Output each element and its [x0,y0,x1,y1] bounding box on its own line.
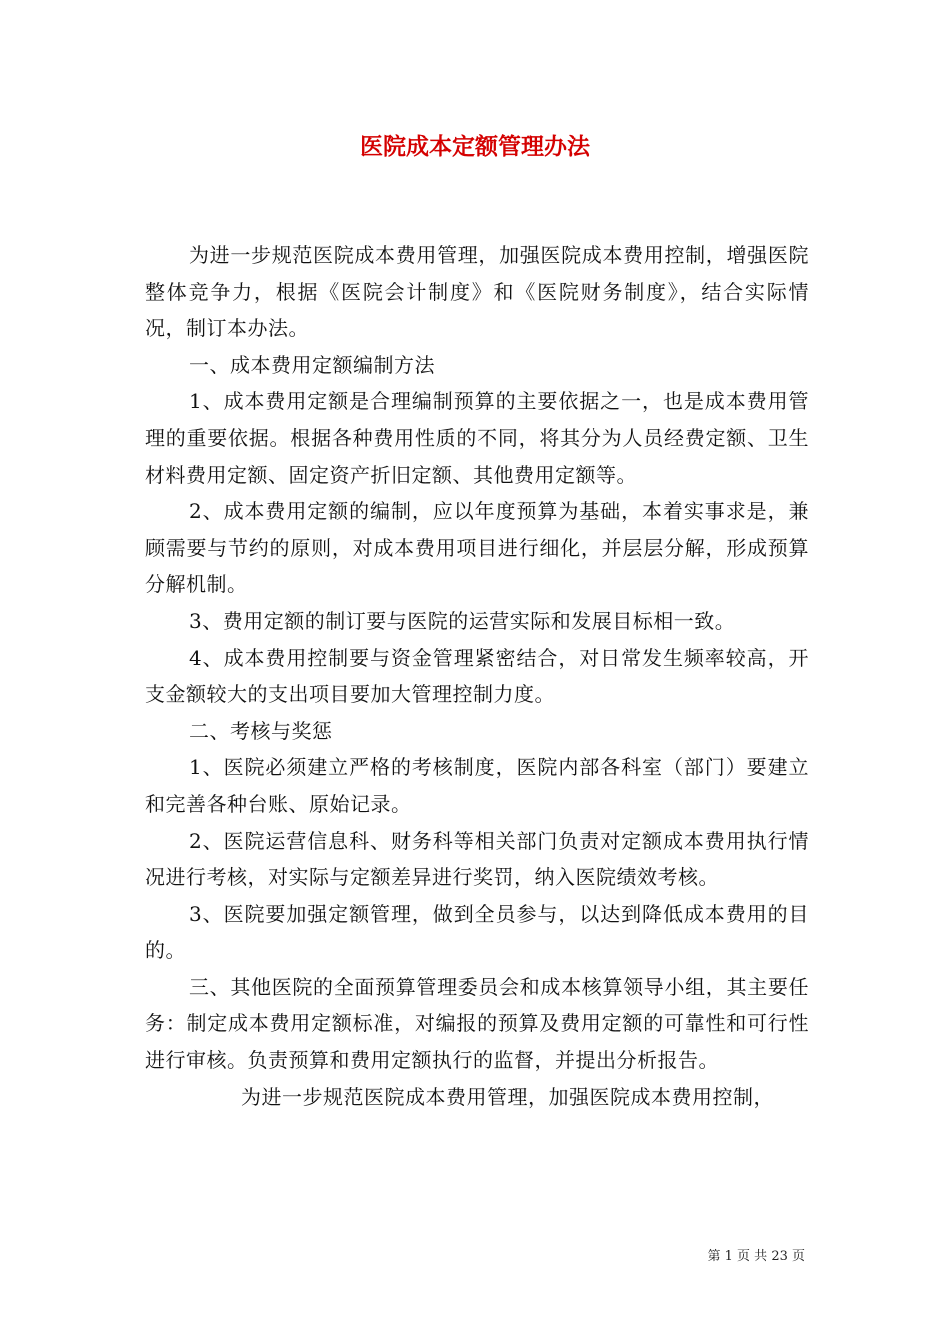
section-2-item-2: 2、医院运营信息科、财务科等相关部门负责对定额成本费用执行情况进行考核，对实际与定额差异进行奖罚，纳入医院绩效考核。 [145,828,809,890]
section-2-item-3: 3、医院要加强定额管理，做到全员参与，以达到降低成本费用的目的。 [145,901,809,963]
section-heading-2: 二、考核与奖惩 [189,718,333,743]
section-1-item-4: 4、成本费用控制要与资金管理紧密结合，对日常发生频率较高，开支金额较大的支出项目要加大管理控制力度。 [145,645,809,707]
document-title: 医院成本定额管理办法 [360,134,590,160]
repeated-intro-paragraph: 为进一步规范医院成本费用管理，加强医院成本费用控制， [241,1084,774,1109]
section-3-paragraph: 三、其他医院的全面预算管理委员会和成本核算领导小组，其主要任务：制定成本费用定额标准，对编报的预算及费用定额的可靠性和可行性进行审核。负责预算和费用定额执行的监督，并提出分析报告。 [145,974,809,1073]
document-body [145,237,809,1115]
section-2-item-1: 1、医院必须建立严格的考核制度，医院内部各科室（部门）要建立和完善各种台账、原始记录。 [145,755,809,816]
section-1-item-1: 1、成本费用定额是合理编制预算的主要依据之一，也是成本费用管理的重要依据。根据各种费用性质的不同，将其分为人员经费定额、卫生材料费用定额、固定资产折旧定额、其他费用定额等。 [145,389,809,487]
section-heading-1: 一、成本费用定额编制方法 [189,352,435,377]
section-1-item-2: 2、成本费用定额的编制，应以年度预算为基础，本着实事求是，兼顾需要与节约的原则，对成本费用项目进行细化，并层层分解，形成预算分解机制。 [145,499,809,597]
page-number: 第 1 页 共 23 页 [707,1249,805,1264]
section-1-item-3: 3、费用定额的制订要与医院的运营实际和发展目标相一致。 [189,608,736,633]
intro-paragraph: 为进一步规范医院成本费用管理，加强医院成本费用控制，增强医院整体竞争力，根据《医院会计制度》和《医院财务制度》，结合实际情况，制订本办法。 [145,243,809,341]
